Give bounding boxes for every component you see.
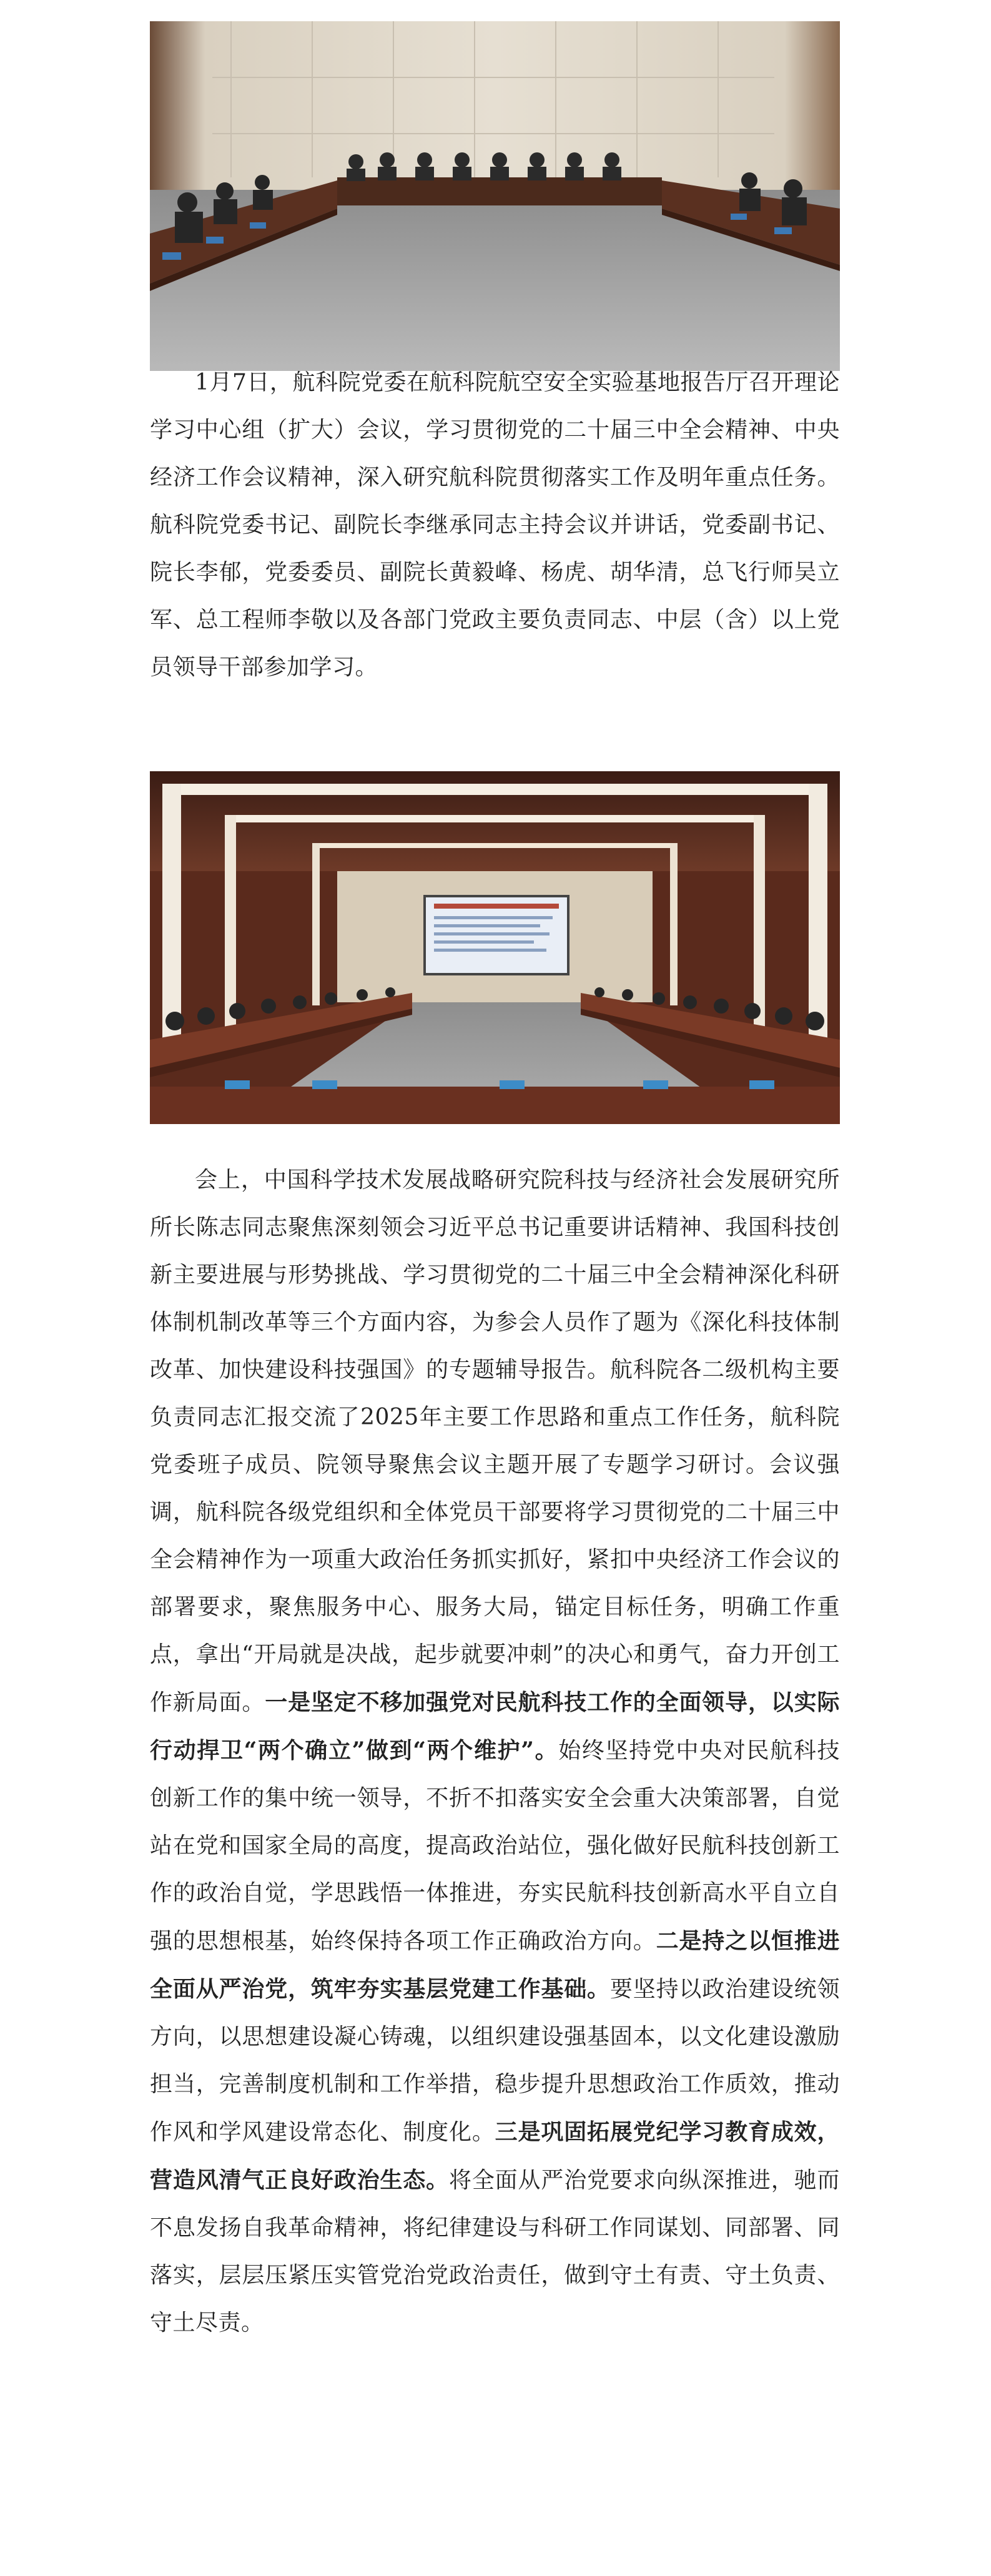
point-1-text: 始终坚持党中央对民航科技创新工作的集中统一领导，不折不扣落实安全会重大决策部署，自觉站在党和国家全局的高度，提高政治站位，强化做好民航科技创新工作的政治自觉，学思践悟一体推进，夯实民航科技创新高水平自立自强的思想根基，始终保持各项工作正确政治方向。 (150, 1738, 840, 1954)
lecture-hall-illustration (150, 771, 840, 1124)
point-2-text: 要坚持以政治建设统领方向，以思想建设凝心铸魂，以组织建设强基固本，以文化建设激励担当，完善制度机制和工作举措，稳步提升思想政治工作质效，推动作风和学风建设常态化、制度化。 (150, 1976, 840, 2145)
lecture-hall-photo (150, 771, 840, 1124)
point-3-text: 将全面从严治党要求向纵深推进，驰而不息发扬自我革命精神，将纪律建设与科研工作同谋划、同部署、同落实，层层压紧压实管党治党政治责任，做到守土有责、守土负责、守土尽责。 (150, 2168, 840, 2336)
point-2-heading: 二是持之以恒推进全面从严治党，筑牢夯实基层党建工作基础。 (150, 1928, 840, 2002)
meeting-room-photo (150, 21, 840, 371)
point-1-heading: 一是坚定不移加强党对民航科技工作的全面领导，以实际行动捍卫“两个确立”做到“两个维护”。 (150, 1689, 840, 1764)
meeting-room-illustration (150, 21, 840, 371)
point-3-heading: 三是巩固拓展党纪学习教育成效，营造风清气正良好政治生态。 (150, 2119, 840, 2193)
paragraph-2-intro: 会上，中国科学技术发展战略研究院科技与经济社会发展研究所所长陈志同志聚焦深刻领会习近平总书记重要讲话精神、我国科技创新主要进展与形势挑战、学习贯彻党的二十届三中全会精神深化科研体制机制改革等三个方面内容，为参会人员作了题为《深化科技体制改革、加快建设科技强国》的专题辅导报告。航科院各二级机构主要负责同志汇报交流了2025年主要工作思路和重点工作任务，航科院党委班子成员、院领导聚焦会议主题开展了专题学习研讨。会议强调，航科院各级党组织和全体党员干部要将学习贯彻党的二十届三中全会精神作为一项重大政治任务抓实抓好，紧扣中央经济工作会议的部署要求，聚焦服务中心、服务大局，锚定目标任务，明确工作重点，拿出“开局就是决战，起步就要冲刺”的决心和勇气，奋力开创工作新局面。 (150, 1167, 840, 1715)
article-paragraph-2 (150, 1157, 840, 2347)
article-paragraph-1 (150, 359, 840, 691)
paragraph-1-text: 1月7日，航科院党委在航科院航空安全实验基地报告厅召开理论学习中心组（扩大）会议，学习贯彻党的二十届三中全会精神、中央经济工作会议精神，深入研究航科院贯彻落实工作及明年重点任务。航科院党委书记、副院长李继承同志主持会议并讲话，党委副书记、院长李郁，党委委员、副院长黄毅峰、杨虎、胡华清，总飞行师吴立军、总工程师李敬以及各部门党政主要负责同志、中层（含）以上党员领导干部参加学习。 (150, 370, 840, 680)
